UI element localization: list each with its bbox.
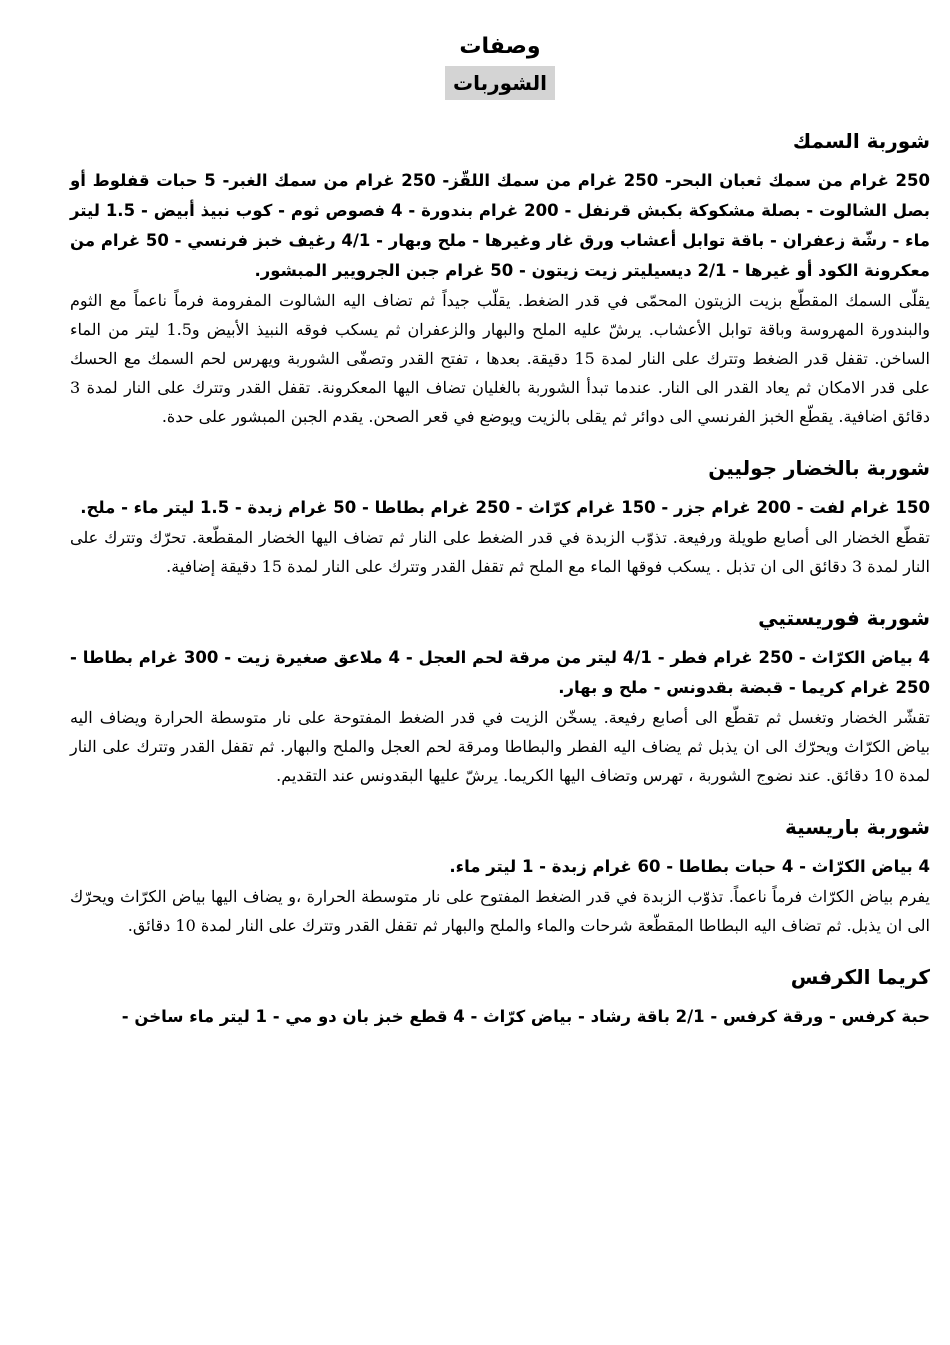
recipe-parisian-soup (70, 812, 930, 940)
recipe-ingredients: 250 غرام من سمك ثعبان البحر- 250 غرام من سمك اللقّز- 250 غرام من سمك الغبر- 5 حبات قفلوط أو بصل الشالوت - بصلة مشكوكة بكبش قرنفل - 200 غرام بندورة - 4 فصوص ثوم - كوب نبيذ أبيض - 1.5 ليتر ماء - رشّة زعفران - باقة توابل أعشاب ورق غار وغيرها - ملح وبهار - 4/1 رغيف خبز فرنسي - 50 غرام من معكرونة الكود أو غيرها - 2/1 ديسيليتر زيت زيتون - 50 غرام جبن الجرويير المبشور. (70, 171, 930, 280)
recipe-celery-cream (70, 962, 930, 1032)
recipe-ingredients: 4 بياض الكرّاث - 250 غرام فطر - 4/1 ليتر من مرقة لحم العجل - 4 ملاعق صغيرة زيت - 300 غرام بطاطا - 250 غرام كريما - قبضة بقدونس - ملح و بهار. (70, 648, 930, 697)
section-subtitle: الشوربات (445, 66, 555, 100)
document-title: وصفات (459, 34, 541, 59)
recipe-ingredients: 150 غرام لفت - 200 غرام جزر - 150 غرام كرّاث - 250 غرام بطاطا - 50 غرام زبدة - 1.5 ليتر ماء - ملح. (80, 498, 930, 517)
recipe-method: يفرم بياض الكرّاث فرماً ناعماً. تذوّب الزبدة في قدر الضغط المفتوح على نار متوسطة الحرارة ،و يضاف اليها بياض الكرّاث ويحرّك الى ان يذبل. ثم تضاف اليه البطاطا المقطّعة شرحات والماء والملح والبهار ثم تقفل القدر وتترك على النار لمدة 10 دقائق. (70, 887, 930, 935)
recipe-title: شوربة السمك (792, 129, 930, 153)
recipe-julienne-vegetable-soup (70, 453, 930, 581)
recipe-title: شوربة باريسية (784, 815, 930, 839)
recipe-title: شوربة فوريستيي (758, 606, 930, 630)
recipe-fish-soup (70, 126, 930, 431)
recipe-ingredients: حبة كرفس - ورقة كرفس - 2/1 باقة رشاد - بياض كرّاث - 4 قطع خبز بان دو مي - 1 ليتر ماء ساخن - (121, 1007, 930, 1026)
recipe-method: تقشّر الخضار وتغسل ثم تقطّع الى أصابع رفيعة. يسخّن الزيت في قدر الضغط المفتوحة على نار متوسطة الحرارة ويضاف اليه بياض الكرّاث ويحرّك الى ان يذبل ثم يضاف اليه الفطر والبطاطا ومرقة لحم العجل والملح والبهار. ثم تقفل القدر وتترك على النار لمدة 10 دقائق. عند نضوج الشوربة ، تهرس وتضاف اليها الكريما. يرشّ عليها البقدونس عند التقديم. (70, 708, 931, 785)
recipe-forestiere-soup (70, 603, 930, 790)
recipe-title: كريما الكرفس (790, 965, 930, 989)
recipe-ingredients: 4 بياض الكرّاث - 4 حبات بطاطا - 60 غرام زبدة - 1 ليتر ماء. (449, 857, 930, 876)
recipe-method: تقطّع الخضار الى أصابع طويلة ورفيعة. تذوّب الزبدة في قدر الضغط على النار ثم تضاف اليها الخضار المقطّعة. تحرّك وتترك على النار لمدة 3 دقائق الى ان تذبل . يسكب فوقها الماء مع الملح ثم تقفل القدر وتترك على النار لمدة 15 دقيقة إضافية. (70, 528, 930, 576)
recipe-title: شوربة بالخضار جوليين (708, 456, 930, 480)
recipe-method: يقلّى السمك المقطّع بزيت الزيتون المحمّى في قدر الضغط. يقلّب جيداً ثم تضاف اليه الشالوت المفرومة فرماً ناعماً مع الثوم والبندورة المهروسة وباقة توابل الأعشاب. يرشّ عليه الملح والبهار والزعفران ثم يسكب فوقه النبيذ الأبيض و1.5 ليتر من الماء الساخن. تقفل قدر الضغط وتترك على النار لمدة 15 دقيقة. بعدها ، تفتح القدر وتصفّى الشوربة ويهرس لحم السمك مع الحسك على قدر الامكان ثم يعاد القدر الى النار. عندما تبدأ الشوربة بالغليان تضاف اليها المعكرونة. تقفل القدر وتترك على النار لمدة 3 دقائق اضافية. يقطّع الخبز الفرنسي الى دوائر ثم يقلى بالزيت ويوضع في قعر الصحن. يقدم الجبن المبشور على حدة. (70, 291, 931, 426)
document-header (70, 30, 930, 100)
